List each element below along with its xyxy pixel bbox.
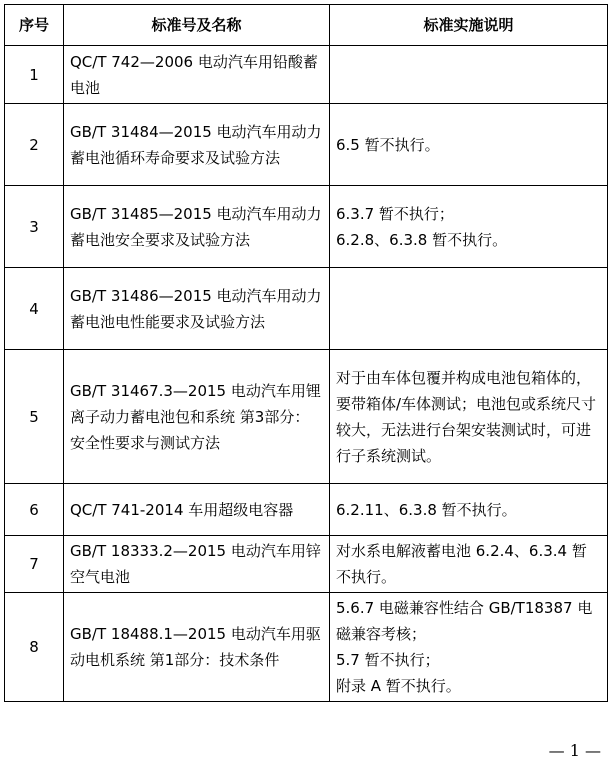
row-implementation-note xyxy=(330,536,608,593)
table-row xyxy=(5,484,608,536)
note-line: 6.2.8、6.3.8 暂不执行。 xyxy=(336,230,508,249)
note-line: 5.7 暂不执行； xyxy=(336,651,440,669)
table-body xyxy=(5,46,608,702)
header-seq: 序号 xyxy=(5,5,64,46)
header-standard-name: 标准号及名称 xyxy=(64,5,330,46)
row-implementation-note xyxy=(330,484,608,536)
table-row xyxy=(5,186,608,268)
note-line: 6.5 暂不执行。 xyxy=(336,135,440,154)
row-seq: 5 xyxy=(5,350,64,484)
row-implementation-note xyxy=(330,593,608,702)
table-row xyxy=(5,593,608,702)
note-line: 附录 A 暂不执行。 xyxy=(336,677,461,695)
row-seq: 3 xyxy=(5,186,64,268)
row-seq: 4 xyxy=(5,268,64,350)
row-seq: 2 xyxy=(5,104,64,186)
row-implementation-note xyxy=(330,268,608,350)
table-row xyxy=(5,350,608,484)
row-implementation-note xyxy=(330,350,608,484)
standards-table xyxy=(4,4,608,702)
row-standard-name: GB/T 31484—2015 电动汽车用动力蓄电池循环寿命要求及试验方法 xyxy=(64,104,330,186)
note-line: 5.6.7 电磁兼容性结合 GB/T18387 电磁兼容考核； xyxy=(336,599,593,643)
row-standard-name: GB/T 31485—2015 电动汽车用动力蓄电池安全要求及试验方法 xyxy=(64,186,330,268)
page-number: — 1 — xyxy=(548,741,601,760)
row-standard-name: GB/T 31486—2015 电动汽车用动力蓄电池电性能要求及试验方法 xyxy=(64,268,330,350)
note-line: 对水系电解液蓄电池 6.2.4、6.3.4 暂不执行。 xyxy=(336,542,587,586)
row-seq: 8 xyxy=(5,593,64,702)
table-row xyxy=(5,46,608,104)
note-line: 6.3.7 暂不执行； xyxy=(336,204,454,223)
row-implementation-note xyxy=(330,186,608,268)
row-standard-name: GB/T 18488.1—2015 电动汽车用驱动电机系统 第1部分：技术条件 xyxy=(64,593,330,702)
row-seq: 6 xyxy=(5,484,64,536)
table-row xyxy=(5,268,608,350)
row-implementation-note xyxy=(330,46,608,104)
row-seq: 7 xyxy=(5,536,64,593)
row-standard-name: QC/T 741-2014 车用超级电容器 xyxy=(64,484,330,536)
row-seq: 1 xyxy=(5,46,64,104)
table-row xyxy=(5,536,608,593)
note-line: 6.2.11、6.3.8 暂不执行。 xyxy=(336,500,517,519)
row-standard-name: GB/T 18333.2—2015 电动汽车用锌空气电池 xyxy=(64,536,330,593)
row-standard-name: GB/T 31467.3—2015 电动汽车用锂离子动力蓄电池包和系统 第3部分：安全性要求与测试方法 xyxy=(64,350,330,484)
row-standard-name: QC/T 742—2006 电动汽车用铅酸蓄电池 xyxy=(64,46,330,104)
note-line: 对于由车体包覆并构成电池包箱体的，要带箱体/车体测试；电池包或系统尺寸较大，无法进行台架安装测试时，可进行子系统测试。 xyxy=(336,368,597,465)
row-implementation-note xyxy=(330,104,608,186)
table-row xyxy=(5,104,608,186)
header-row xyxy=(5,5,608,46)
header-implementation-note: 标准实施说明 xyxy=(330,5,608,46)
